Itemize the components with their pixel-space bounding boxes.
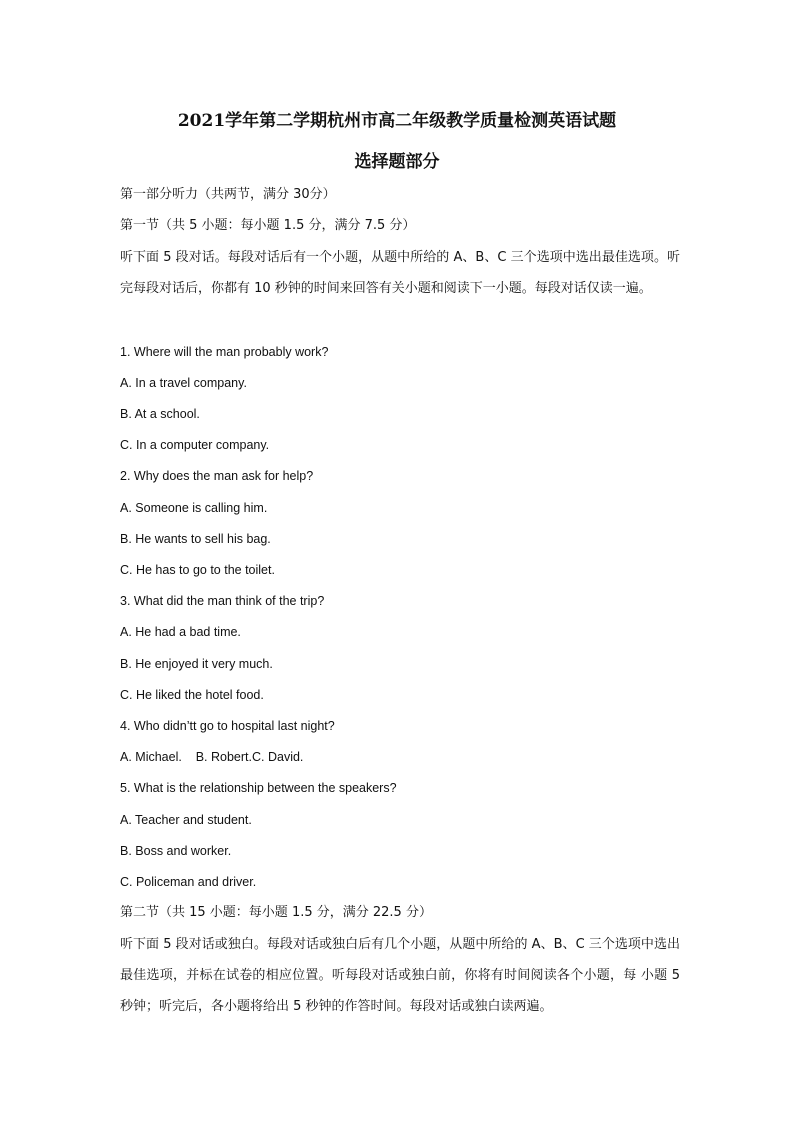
question-5-option-a: A. Teacher and student.	[120, 813, 252, 827]
question-2-option-b: B. He wants to sell his bag.	[120, 532, 271, 546]
question-5-option-c: C. Policeman and driver.	[120, 875, 257, 889]
question-2-option-c: C. He has to go to the toilet.	[120, 563, 275, 577]
question-3-option-a: A. He had a bad time.	[120, 625, 241, 639]
section2-instructions: 听下面 5 段对话或独白。每段对话或独白后有几个小题，从题中所给的 A、B、C 三个选项中选出最佳选项，并标在试卷的相应位置。听每段对话或独白前，你将有时间阅读各个小题，每 小题 5 秒钟；听完后，各小题将给出 5 秒钟的作答时间。每段对话或独白读两遍。	[120, 937, 680, 1014]
question-1-option-c: C. In a computer company.	[120, 438, 270, 452]
question-4-options: A. Michael. B. Robert.C. David.	[120, 750, 304, 764]
section1-heading: 第一节（共 5 小题：每小题 1.5 分，满分 7.5 分）	[120, 218, 416, 233]
question-4-stem: 4. Who didn’tt go to hospital last night?	[120, 719, 335, 733]
question-2-option-a: A. Someone is calling him.	[120, 501, 268, 515]
question-1-stem: 1. Where will the man probably work?	[120, 345, 329, 359]
question-5-stem: 5. What is the relationship between the speakers?	[120, 781, 397, 795]
question-3-option-c: C. He liked the hotel food.	[120, 688, 264, 702]
question-2-stem: 2. Why does the man ask for help?	[120, 469, 314, 483]
question-3-option-b: B. He enjoyed it very much.	[120, 657, 273, 671]
question-5-option-b: B. Boss and worker.	[120, 844, 232, 858]
question-1-option-a: A. In a travel company.	[120, 376, 247, 390]
part-heading: 第一部分听力（共两节，满分 30分）	[120, 187, 336, 202]
page-title: 2021学年第二学期杭州市高二年级教学质量检测英语试题	[177, 111, 617, 131]
page-subtitle: 选择题部分	[354, 152, 440, 172]
section1-instructions: 听下面 5 段对话。每段对话后有一个小题，从题中所给的 A、B、C 三个选项中选出最佳选项。听完每段对话后，你都有 10 秒钟的时间来回答有关小题和阅读下一小题。每段对话仅读一遍。	[120, 250, 680, 296]
question-3-stem: 3. What did the man think of the trip?	[120, 594, 325, 608]
section2-heading: 第二节（共 15 小题：每小题 1.5 分，满分 22.5 分）	[120, 905, 432, 920]
question-1-option-b: B. At a school.	[120, 407, 200, 421]
